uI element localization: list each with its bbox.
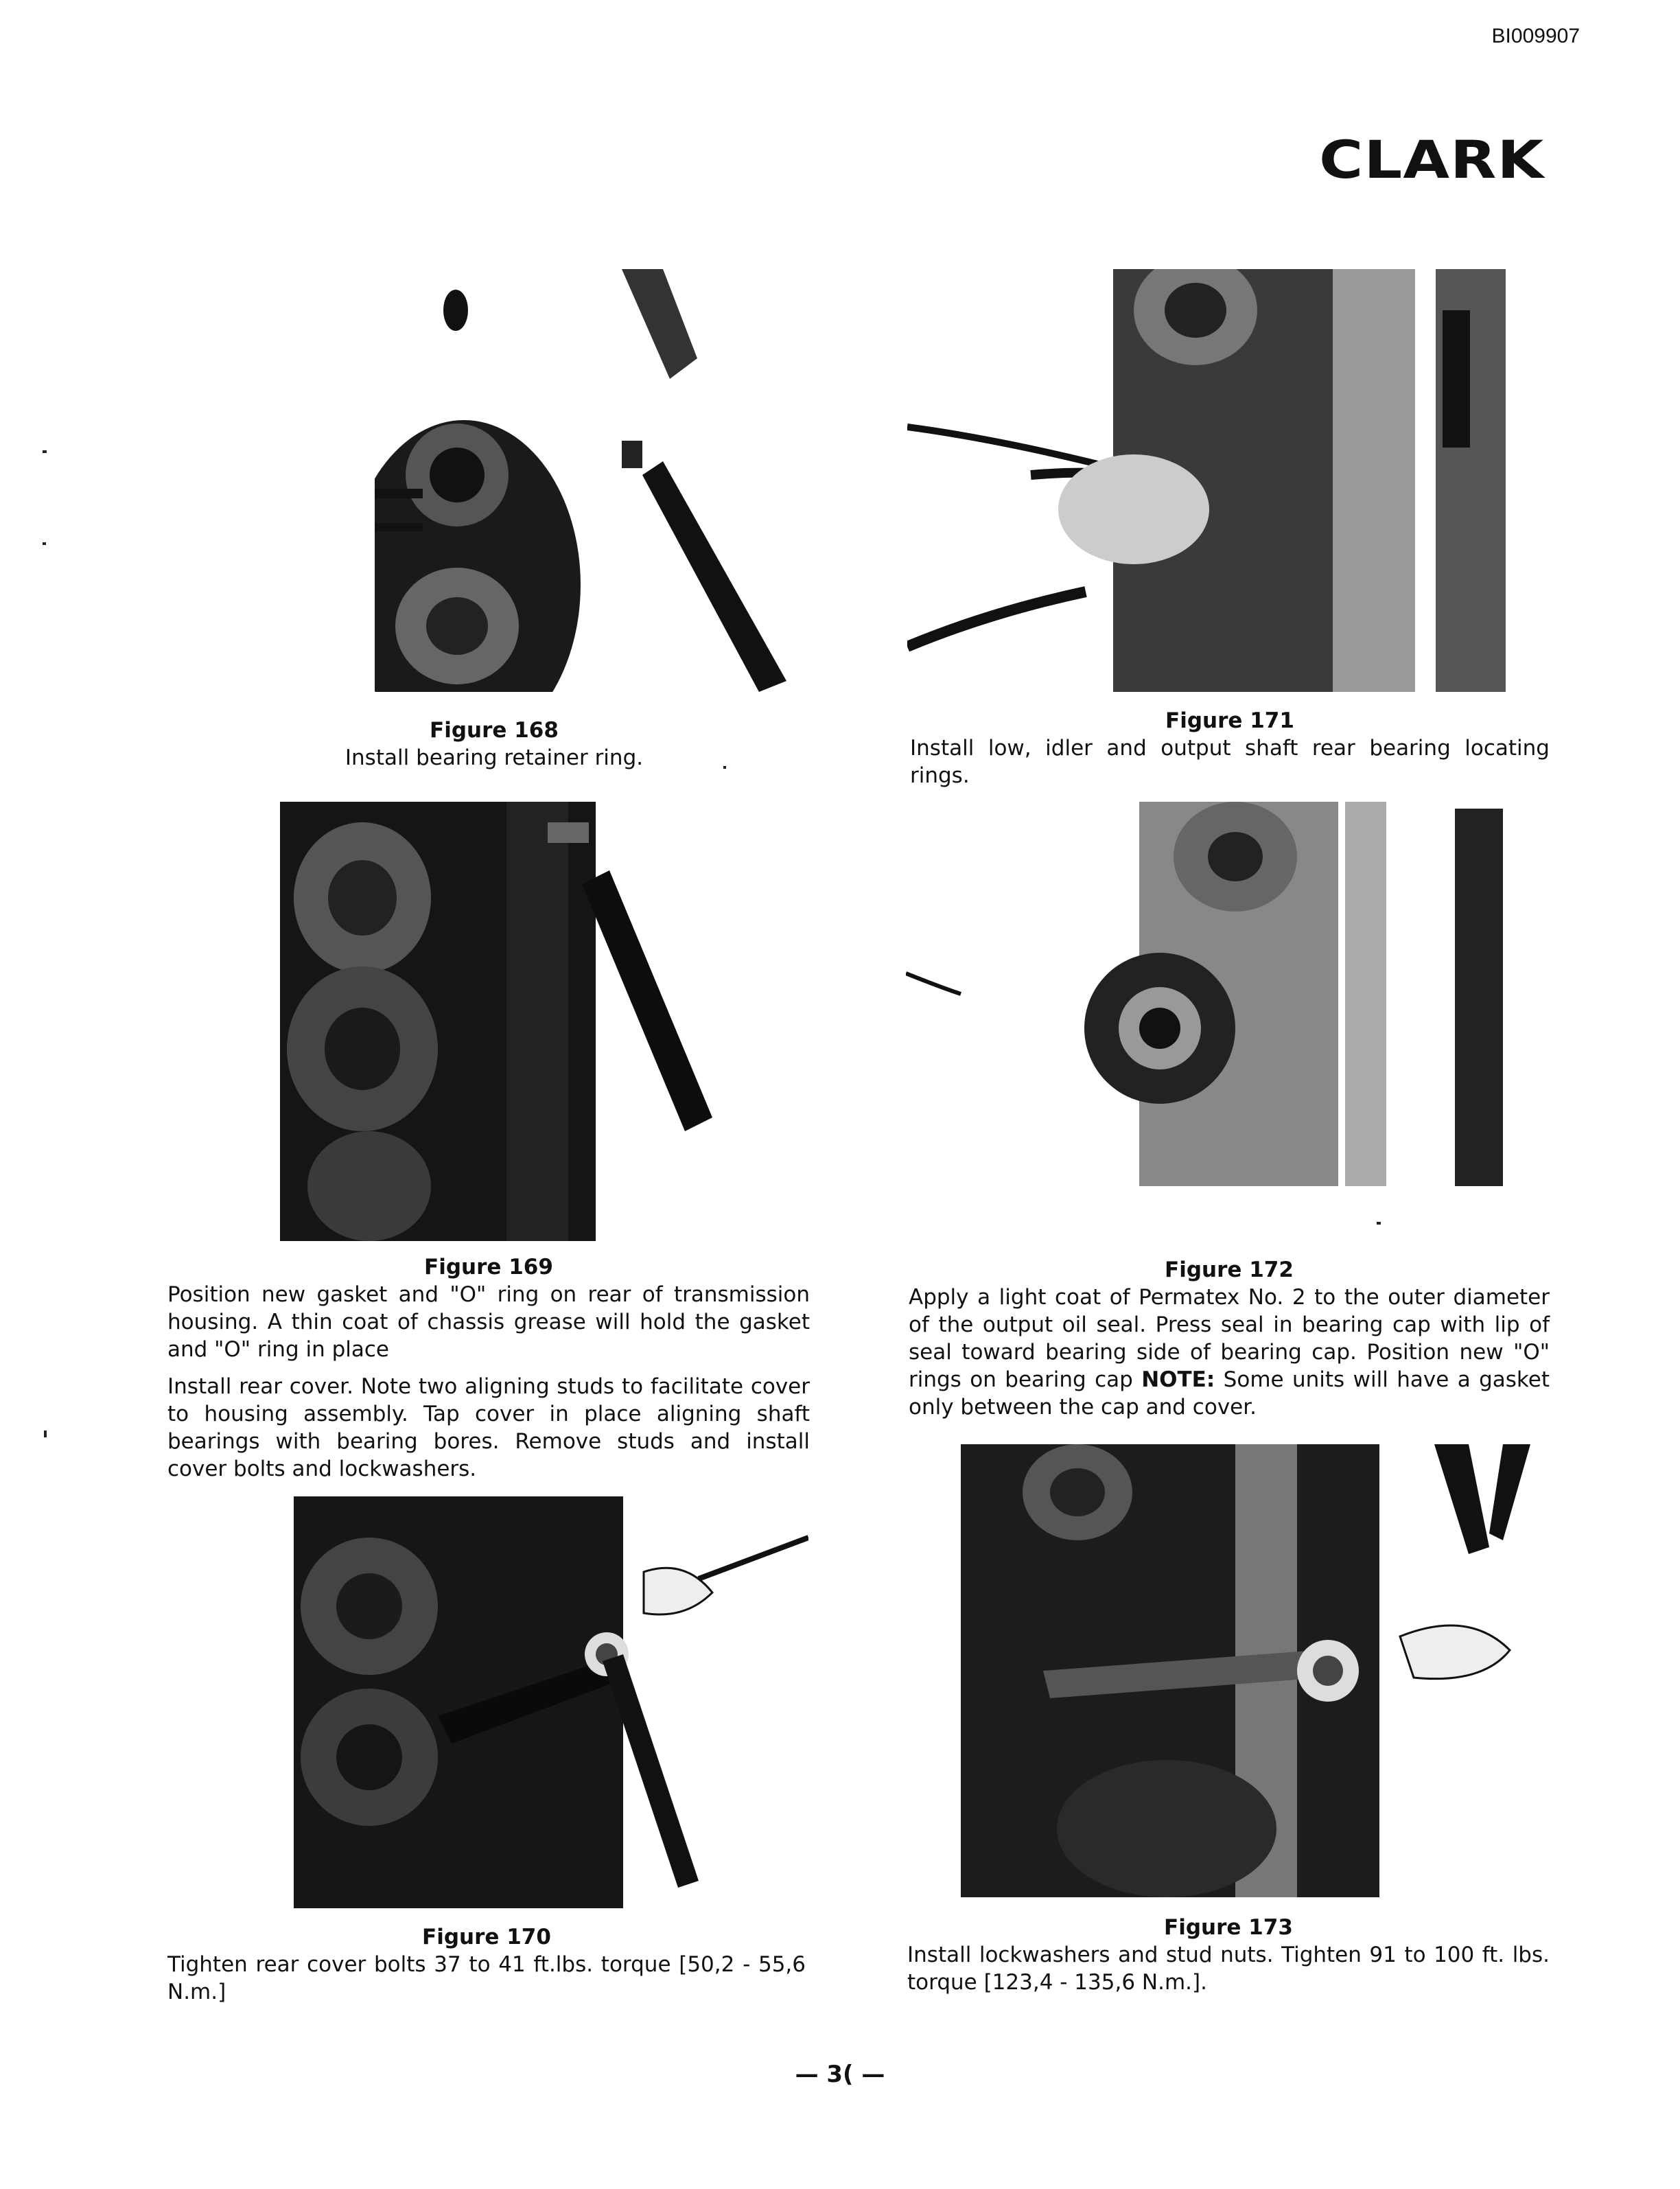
figure-170-photo [273, 1496, 808, 1908]
figure-171-photo [907, 269, 1506, 692]
document-code: BI009907 [1491, 25, 1580, 47]
figure-169-photo [259, 802, 714, 1241]
figure-171-title: Figure 171 [1165, 708, 1294, 733]
figure-172-note-label: NOTE: [1141, 1367, 1215, 1392]
scan-speck [43, 542, 46, 545]
figure-170-title: Figure 170 [422, 1925, 551, 1949]
figure-170-text: Tighten rear cover bolts 37 to 41 ft.lbs. torque [50,2 - 55,6 N.m.] [167, 1952, 806, 2004]
figure-173-caption [907, 1914, 1550, 1996]
figure-168-photo [375, 269, 808, 692]
figure-171-caption [910, 707, 1550, 789]
figure-173-title: Figure 173 [1164, 1915, 1293, 1940]
scan-speck [44, 1431, 47, 1437]
figure-169-title: Figure 169 [424, 1255, 553, 1279]
figure-173-photo [961, 1444, 1551, 1897]
figure-172-caption [909, 1256, 1550, 1421]
figure-172-title: Figure 172 [1165, 1258, 1294, 1282]
figure-168-title: Figure 168 [430, 718, 559, 743]
figure-172-text-part-1: Apply a light coat of Permatex No. 2 to the outer diameter of the output oil seal. Press seal in bearing cap with lip of seal toward bearing side of bearing cap. Position new "O" rings on bearing cap [909, 1285, 1550, 1392]
figure-168-text: Install bearing retainer ring. [345, 745, 644, 770]
figure-173-text: Install lockwashers and stud nuts. Tighten 91 to 100 ft. lbs. torque [123,4 - 135,6 N.m.]. [907, 1943, 1550, 1995]
figure-168-caption [316, 717, 673, 772]
figure-169-caption [167, 1253, 810, 1483]
figure-170-caption [167, 1923, 806, 2006]
scan-speck [43, 450, 47, 453]
clark-logo: CLARK [1318, 129, 1544, 190]
page-number: — 3( — [795, 2061, 885, 2088]
figure-172-photo [906, 802, 1510, 1197]
scan-speck [1377, 1222, 1381, 1225]
figure-172-text [909, 1284, 1550, 1421]
figure-171-text: Install low, idler and output shaft rear bearing locating rings. [910, 736, 1550, 788]
figure-172-text-part-2: Some units will have a gasket only between the cap and cover. [909, 1367, 1550, 1420]
scan-speck [723, 766, 726, 769]
figure-169-text-1: Position new gasket and "O" ring on rear of transmission housing. A thin coat of chassis grease will hold the gasket and "O" ring in place [167, 1282, 810, 1362]
figure-169-text-2: Install rear cover. Note two aligning studs to facilitate cover to housing assembly. Tap cover in place aligning shaft bearings with bearing bores. Remove studs and install cover bolts and lockwashers. [167, 1374, 810, 1481]
